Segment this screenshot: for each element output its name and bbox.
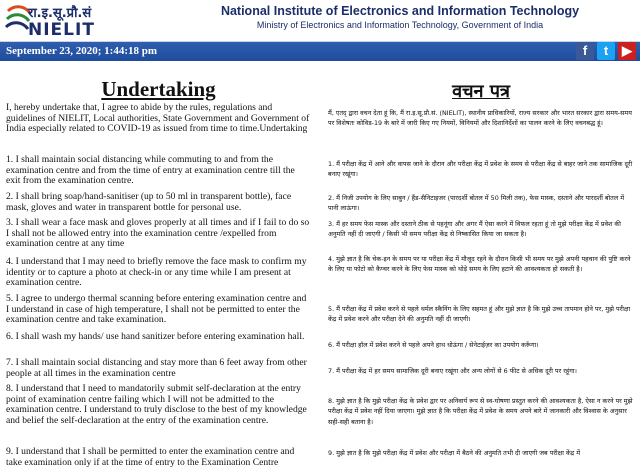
undertaking-content [0,61,640,468]
logo-english-text: NIELIT [28,20,95,40]
english-item-6: 6. I shall wash my hands/ use hand sanitizer before entering examination hall. [6,331,305,342]
twitter-icon[interactable]: t [597,42,615,60]
hindi-item-9: 9. मुझे ज्ञात है कि मुझे परीक्षा केंद्र में प्रवेश और परीक्षा में बैठने की अनुमति तभी दी जाएगी जब परीक्षा केंद्र में [328,449,581,457]
hindi-item-1: 1. मैं परीक्षा केंद्र में आने और वापस जाने के दौरान और परीक्षा केंद्र में प्रवेश के समय से परीक्षा केंद्र से बाहर जाने तक सामाजिक दूरी बनाए रखूंगा। [328,160,633,179]
hindi-intro: मैं, एतद् द्वारा वचन देता हूं कि, मैं रा.इ.सू.प्रौ.सं. (NIELIT), स्थानीय प्राधिकारियों, राज्य सरकार और भारत सरकार द्वारा समय-समय पर विशेषतः कोविड-19 के बारे में जारी किए गए नियमों, विनियमों और दिशानिर्देशों का पालन करने के लिए वचनबद्ध हूं। [328,109,632,128]
hindi-item-4: 4. मुझे ज्ञात है कि चेक-इन के समय पर या परीक्षा केंद्र में मौजूद रहने के दौरान किसी भी समय पर मुझे अपनी पहचान की पुष्टि करने के लिए या फोटो को कैप्चर करने के लिए फेस मास्क को थोड़े समय के लिए हटाने की आवश्यकता हो सकती है। [328,255,631,274]
english-item-1: 1. I shall maintain social distancing while commuting to and from the examination centre and from the time of entry at examination centre till the exit from the examination centre. [6,154,295,187]
undertaking-heading: Undertaking [101,77,216,101]
english-item-7: 7. I shall maintain social distancing and stay more than 6 feet away from other people at all times in the examination centre [6,357,307,379]
english-item-8: 8. I understand that I need to mandatorily submit self-declaration at the entry point of examination centre failing which I will not be admitted to the examination centre. I understand to truly disclose to the best of my knowledge and belief the self-declaration at the entry of the examination centre. [6,383,307,426]
hindi-item-6: 6. मैं परीक्षा हॉल में प्रवेश करने से पहले अपने हाथ धोऊंगा / सेनेटाईज़र का उपयोग करूँगा। [328,341,539,349]
logo-hindi-text: रा.इ.सू.प्रौ.सं [28,6,92,21]
hindi-item-7: 7. मैं परीक्षा केंद्र में हर समय सामाजिक दूरी बनाए रखूंगा और अन्य लोगों से 6 फीट से अधिक दूरी पर रहूंगा। [328,367,577,375]
site-header [0,0,640,42]
site-title: National Institute of Electronics and Information Technology [220,4,580,18]
english-item-4: 4. I understand that I may need to briefly remove the face mask to confirm my identity or to capture a photo at check-in or any time while I am present at examination centre. [6,256,307,289]
facebook-icon[interactable]: f [576,42,594,60]
youtube-icon[interactable]: ▶ [618,42,636,60]
current-datetime: September 23, 2020; 1:44:18 pm [6,45,158,57]
hindi-item-3: 3. मैं हर समय फेस मास्क और दस्ताने ठीक से पहनूंगा और अगर मैं ऐसा करने में विफल रहता हूं तो मुझे परीक्षा केंद्र में प्रवेश की अनुमति नहीं दी जाएगी / किसी भी समय परीक्षा केंद्र से निष्कासित किया जा सकता है। [328,220,621,239]
social-links [576,42,636,60]
vachan-patra-heading: वचन पत्र [452,81,510,102]
english-column [6,61,311,468]
english-item-9: 9. I understand that I shall be permitted to enter the examination centre and take examination only if at the time of entry to the Examination Centre [6,446,295,468]
hindi-item-8: 8. मुझे ज्ञात है कि मुझे परीक्षा केंद्र के प्रवेश द्वार पर अनिवार्य रूप से स्व-घोषणा प्रस्तुत करने की आवश्यकता है, ऐसा न करने पर मुझे परीक्षा केंद्र में प्रवेश नहीं दिया जाएगा। मुझे ज्ञात है कि परीक्षा केंद्र में प्रवेश के समय अपने बारे में जानकारी और विश्वास के अनुसार सही-सही बताना है। [328,397,633,426]
hindi-column [328,61,634,457]
hindi-item-5: 5. मैं परीक्षा केंद्र में प्रवेश करने से पहले थर्मल स्कैनिंग के लिए सहमत हूं और मुझे ज्ञात है कि मुझे उच्च तापमान होने पर, मुझे परीक्षा केंद्र में प्रवेश करने और परीक्षा देने की अनुमति नहीं दी जाएगी। [328,305,631,324]
english-item-3: 3. I shall wear a face mask and gloves properly at all times and if I fail to do so I shall not be allowed entry into the examination centre /expelled from examination centre at any time [6,217,310,250]
site-subtitle: Ministry of Electronics and Information Technology, Government of India [256,20,544,30]
nielit-logo[interactable] [4,2,154,40]
english-item-2: 2. I shall bring soap/hand-sanitiser (up to 50 ml in transparent bottle), face mask, gloves and water in transparent bottle for personal use. [6,191,292,213]
site-title-block [165,3,635,31]
english-item-5: 5. I agree to undergo thermal scanning before entering examination centre and I understand in case of high temperature, I shall not be permitted to enter the examination centre and take examination. [6,293,307,326]
date-bar [0,42,640,61]
hindi-item-2: 2. मैं निजी उपयोग के लिए साबुन / हैंड-सैनिटाइजर (पारदर्शी बोतल में 50 मिली तक), फेस मास्क, दस्ताने और पारदर्शी बोतल में पानी लाऊंगा। [328,194,625,213]
english-intro: I, hereby undertake that, I agree to abide by the rules, regulations and guidelines of NIELIT, Local authorities, State Government and Government of India especially related to COVID-19 as issued from time to time.Undertaking [6,102,310,135]
